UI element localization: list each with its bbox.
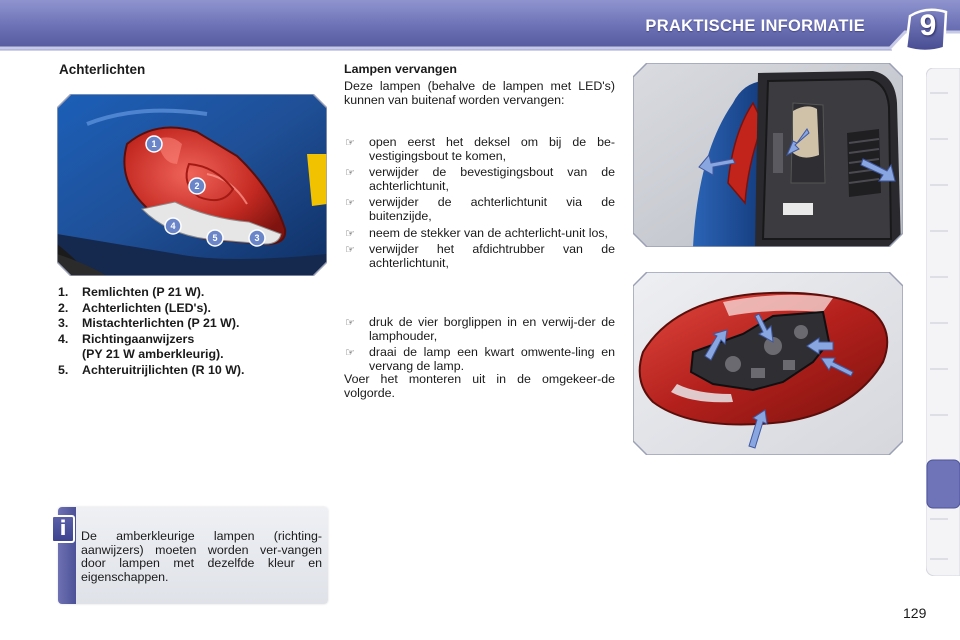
- info-icon: i: [51, 515, 75, 543]
- taillight-photo: [57, 94, 327, 276]
- replace-lamps-intro: Deze lampen (behalve de lampen met LED's) kunnen van buitenaf worden vervangen:: [344, 79, 615, 107]
- pointing-hand-icon: ☞: [345, 196, 355, 210]
- callout-3: 3: [254, 233, 260, 243]
- trunk-cover-photo: [633, 63, 903, 247]
- list-item: ☞ verwijder de bevestigingsbout van de achterlichtunit,: [345, 165, 615, 193]
- callout-markers: [57, 94, 327, 276]
- section-title: Achterlichten: [59, 62, 146, 77]
- pointing-hand-icon: ☞: [345, 166, 355, 180]
- steps-list-b: [344, 316, 615, 376]
- pointing-hand-icon: ☞: [345, 346, 355, 360]
- chapter-title: PRAKTISCHE INFORMATIE: [645, 17, 865, 35]
- list-item: ☞ neem de stekker van de achterlicht-unit los,: [345, 225, 608, 240]
- list-item: 5. Achteruitrijlichten (R 10 W).: [58, 362, 245, 377]
- pointing-hand-icon: ☞: [345, 243, 355, 257]
- chapter-number-badge: 9: [919, 9, 937, 42]
- pointing-hand-icon: ☞: [345, 136, 355, 149]
- list-item: ☞ verwijder het afdichtrubber van de achterlichtunit,: [345, 242, 615, 270]
- parts-list: [58, 285, 308, 378]
- list-item: ☞ druk de vier borglippen in en verwij-der de lamphouder,: [345, 315, 615, 343]
- header-band: [0, 0, 960, 52]
- page-number: 129: [903, 605, 927, 621]
- info-text: De amberkleurige lampen (richting-aanwijzers) moeten worden ver-vangen door lampen met dezelfde kleur en eigenschappen.: [81, 529, 322, 584]
- steps-list-a: [344, 136, 615, 273]
- list-item: ☞ draai de lamp een kwart omwente-ling en vervang de lamp.: [345, 345, 615, 373]
- pointing-hand-icon: ☞: [345, 226, 355, 240]
- callout-4: 4: [170, 221, 176, 231]
- reassembly-note: Voer het monteren uit in de omgekeer-de volgorde.: [344, 372, 615, 400]
- list-item: ☞ open eerst het deksel om bij de be-vestigingsbout te komen,: [345, 135, 615, 163]
- list-item: 4. Richtingaanwijzers (PY 21 W amberkleurig).: [58, 331, 224, 361]
- callout-1: 1: [151, 139, 157, 149]
- list-item: 1. Remlichten (P 21 W).: [58, 285, 205, 299]
- callout-5: 5: [212, 233, 218, 243]
- chapter-tabs: [926, 68, 960, 576]
- lamp-holder-photo: [633, 272, 903, 455]
- list-item: 2. Achterlichten (LED's).: [58, 300, 211, 315]
- pointing-hand-icon: ☞: [345, 316, 355, 329]
- replace-lamps-title: Lampen vervangen: [344, 62, 457, 76]
- callout-2: 2: [194, 181, 200, 191]
- list-item: ☞ verwijder de achterlichtunit via de buitenzijde,: [345, 195, 615, 223]
- list-item: 3. Mistachterlichten (P 21 W).: [58, 316, 240, 330]
- chapter-tab-strip: [926, 68, 960, 576]
- active-chapter-tab: [927, 460, 960, 508]
